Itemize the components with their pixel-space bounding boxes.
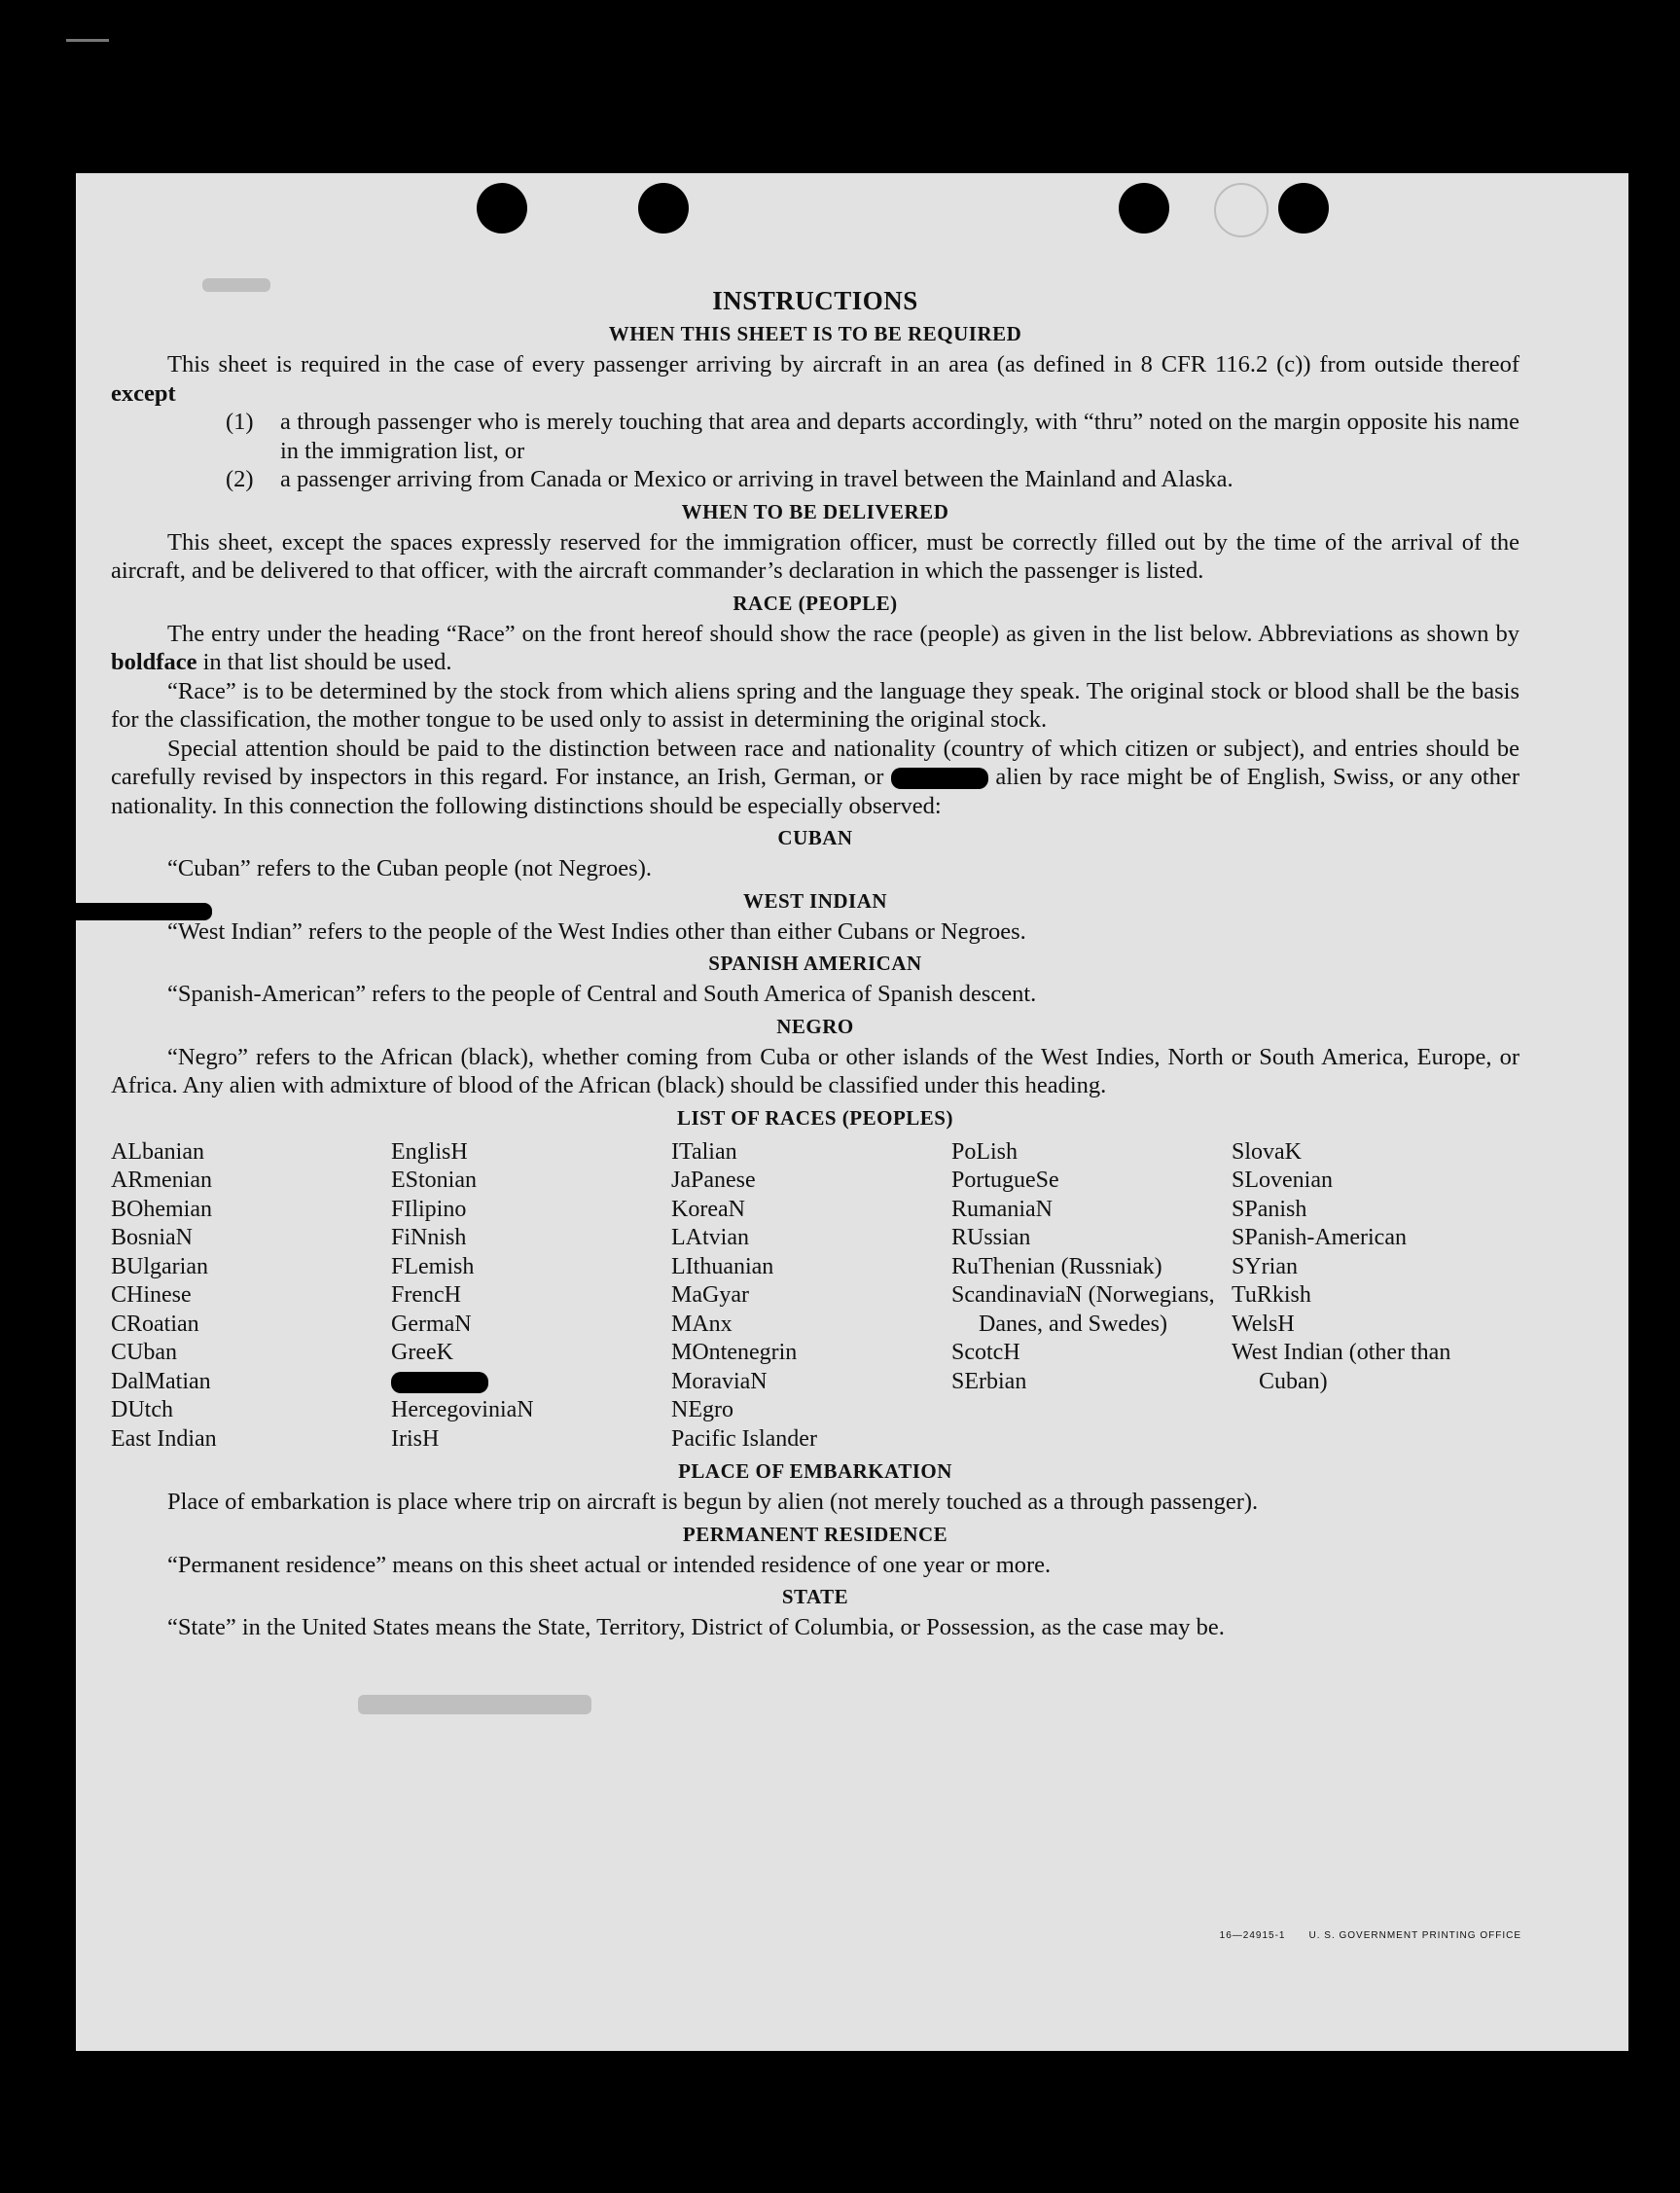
race-item: DUtch — [111, 1397, 173, 1422]
race-item: West Indian (other than Cuban) — [1232, 1340, 1451, 1394]
race-item: BosniaN — [111, 1225, 193, 1250]
scan-artifact — [66, 39, 109, 42]
section-heading: LIST OF RACES (PEOPLES) — [677, 1105, 953, 1130]
punch-hole — [1278, 183, 1329, 234]
race-item: CUban — [111, 1340, 177, 1365]
race-item: IrisH — [391, 1425, 440, 1452]
section-heading: RACE (PEOPLE) — [733, 591, 898, 615]
race-item: EStonian — [391, 1168, 477, 1193]
race-item: JaPanese — [671, 1168, 756, 1193]
race-item: LAtvian — [671, 1225, 749, 1250]
print-footer — [1197, 1930, 1521, 1941]
list-item: (1) a through passenger who is merely touching that area and departs accordingly, with “thru” noted on the margin opposite his name in the immigration list, or — [226, 409, 1519, 464]
punch-hole — [638, 183, 689, 234]
race-column-4 — [951, 1138, 1232, 1455]
printer-credit: U. S. GOVERNMENT PRINTING OFFICE — [1308, 1930, 1521, 1941]
form-number: 16—24915-1 — [1219, 1930, 1286, 1941]
race-item: HercegoviniaN — [391, 1397, 534, 1422]
document-title: INSTRUCTIONS — [712, 286, 918, 315]
race-item: GermaN — [391, 1311, 472, 1337]
race-item: BUlgarian — [111, 1253, 208, 1279]
race-item: BOhemian — [111, 1196, 212, 1222]
race-item: ARmenian — [111, 1168, 212, 1193]
race-item: East Indian — [111, 1425, 217, 1452]
redaction-mark — [891, 768, 988, 789]
document-body — [111, 286, 1519, 1642]
section-heading: PERMANENT RESIDENCE — [682, 1522, 948, 1546]
section-heading: WHEN THIS SHEET IS TO BE REQUIRED — [608, 322, 1022, 345]
paragraph: Special attention should be paid to the distinction between race and nationality (country of which citizen or subject), and entries should be carefully revised by inspectors in this regard. For instance, an Irish, German, or alien by race might be of English, Swiss, or any other nationality. In this connection the following distinctions should be especially observed: — [111, 735, 1519, 819]
race-item: SPanish-American — [1232, 1225, 1407, 1250]
race-item: RuThenian (Russniak) — [951, 1253, 1162, 1279]
race-item: NEgro — [671, 1397, 733, 1422]
race-item: ALbanian — [111, 1138, 204, 1165]
list-item: (2) a passenger arriving from Canada or Mexico or arriving in travel between the Mainland and Alaska. — [226, 466, 1233, 492]
race-item: RUssian — [951, 1225, 1031, 1250]
race-item: SErbian — [951, 1368, 1027, 1394]
section-heading: NEGRO — [776, 1014, 854, 1038]
race-item: PortugueSe — [951, 1168, 1059, 1193]
race-item: ITalian — [671, 1138, 737, 1165]
race-item: Pacific Islander — [671, 1425, 817, 1452]
paragraph: “West Indian” refers to the people of the West Indies other than either Cubans or Negroes. — [167, 917, 1026, 945]
redaction-mark — [391, 1372, 488, 1393]
race-item: ScotcH — [951, 1340, 1020, 1365]
smudge — [358, 1695, 591, 1714]
paragraph: Place of embarkation is place where trip on aircraft is begun by alien (not merely touched as a through passenger). — [167, 1489, 1259, 1515]
paragraph: “Negro” refers to the African (black), whether coming from Cuba or other islands of the West Indies, North or South America, Europe, or Africa. Any alien with admixture of blood of the African (black) should be classified under this heading. — [111, 1043, 1519, 1098]
race-column-1 — [111, 1138, 391, 1455]
punch-hole — [1214, 183, 1269, 237]
race-column-3 — [671, 1138, 951, 1455]
race-item: SLovenian — [1232, 1168, 1333, 1193]
paragraph: “Race” is to be determined by the stock from which aliens spring and the language they speak. The original stock or blood shall be the basis for the classification, the mother tongue to be used only to assist in determining the original stock. — [111, 677, 1519, 733]
section-heading: WHEN TO BE DELIVERED — [681, 499, 949, 523]
section-heading: STATE — [781, 1585, 849, 1608]
race-item: DalMatian — [111, 1368, 211, 1394]
race-item: MoraviaN — [671, 1368, 768, 1394]
section-heading: CUBAN — [777, 826, 853, 849]
race-item: EnglisH — [391, 1138, 468, 1165]
race-item: FrencH — [391, 1282, 461, 1308]
race-item: RumaniaN — [951, 1196, 1053, 1222]
punch-hole — [477, 183, 527, 234]
race-item: KoreaN — [671, 1196, 745, 1222]
race-item: SPanish — [1232, 1196, 1307, 1222]
paragraph: The entry under the heading “Race” on the front hereof should show the race (people) as given in the list below. Abbreviations as shown by boldface in that list should be used. — [111, 620, 1519, 675]
section-heading: SPANISH AMERICAN — [708, 952, 922, 975]
punch-hole — [1119, 183, 1169, 234]
document-sheet — [76, 173, 1628, 2051]
race-item: TuRkish — [1232, 1282, 1311, 1308]
race-item: SYrian — [1232, 1253, 1298, 1279]
race-list — [111, 1138, 1519, 1455]
paragraph: “Spanish-American” refers to the people of Central and South America of Spanish descent. — [167, 981, 1037, 1007]
race-item: FIlipino — [391, 1196, 467, 1222]
race-item: WelsH — [1232, 1311, 1295, 1337]
section-heading: WEST INDIAN — [742, 888, 888, 913]
race-item: ScandinaviaN (Norwegians, Danes, and Swedes) — [951, 1282, 1215, 1337]
race-item: FiNnish — [391, 1225, 467, 1250]
race-item: PoLish — [951, 1138, 1019, 1165]
race-item: LIthuanian — [671, 1253, 774, 1279]
race-item: CRoatian — [111, 1311, 199, 1337]
race-item: MAnx — [671, 1311, 733, 1337]
paragraph: “State” in the United States means the State, Territory, District of Columbia, or Possession, as the case may be. — [167, 1614, 1225, 1640]
race-column-2 — [391, 1138, 671, 1455]
paragraph: “Permanent residence” means on this sheet actual or intended residence of one year or more. — [167, 1551, 1052, 1578]
race-column-5 — [1232, 1138, 1512, 1455]
race-item: GreeK — [391, 1340, 453, 1365]
paragraph: This sheet, except the spaces expressly reserved for the immigration officer, must be correctly filled out by the time of the arrival of the aircraft, and be delivered to that officer, with the aircraft commander’s declaration in which the passenger is listed. — [111, 528, 1519, 584]
paragraph: This sheet is required in the case of every passenger arriving by aircraft in an area (as defined in 8 CFR 116.2 (c)) from outside thereof except — [111, 351, 1519, 407]
race-item: MaGyar — [671, 1282, 749, 1308]
race-item-redacted — [391, 1368, 671, 1397]
race-item: SlovaK — [1232, 1138, 1302, 1165]
paragraph: “Cuban” refers to the Cuban people (not Negroes). — [167, 855, 652, 881]
race-item: MOntenegrin — [671, 1340, 798, 1365]
section-heading: PLACE OF EMBARKATION — [678, 1459, 952, 1483]
race-item: FLemish — [391, 1253, 475, 1279]
race-item: CHinese — [111, 1282, 192, 1308]
